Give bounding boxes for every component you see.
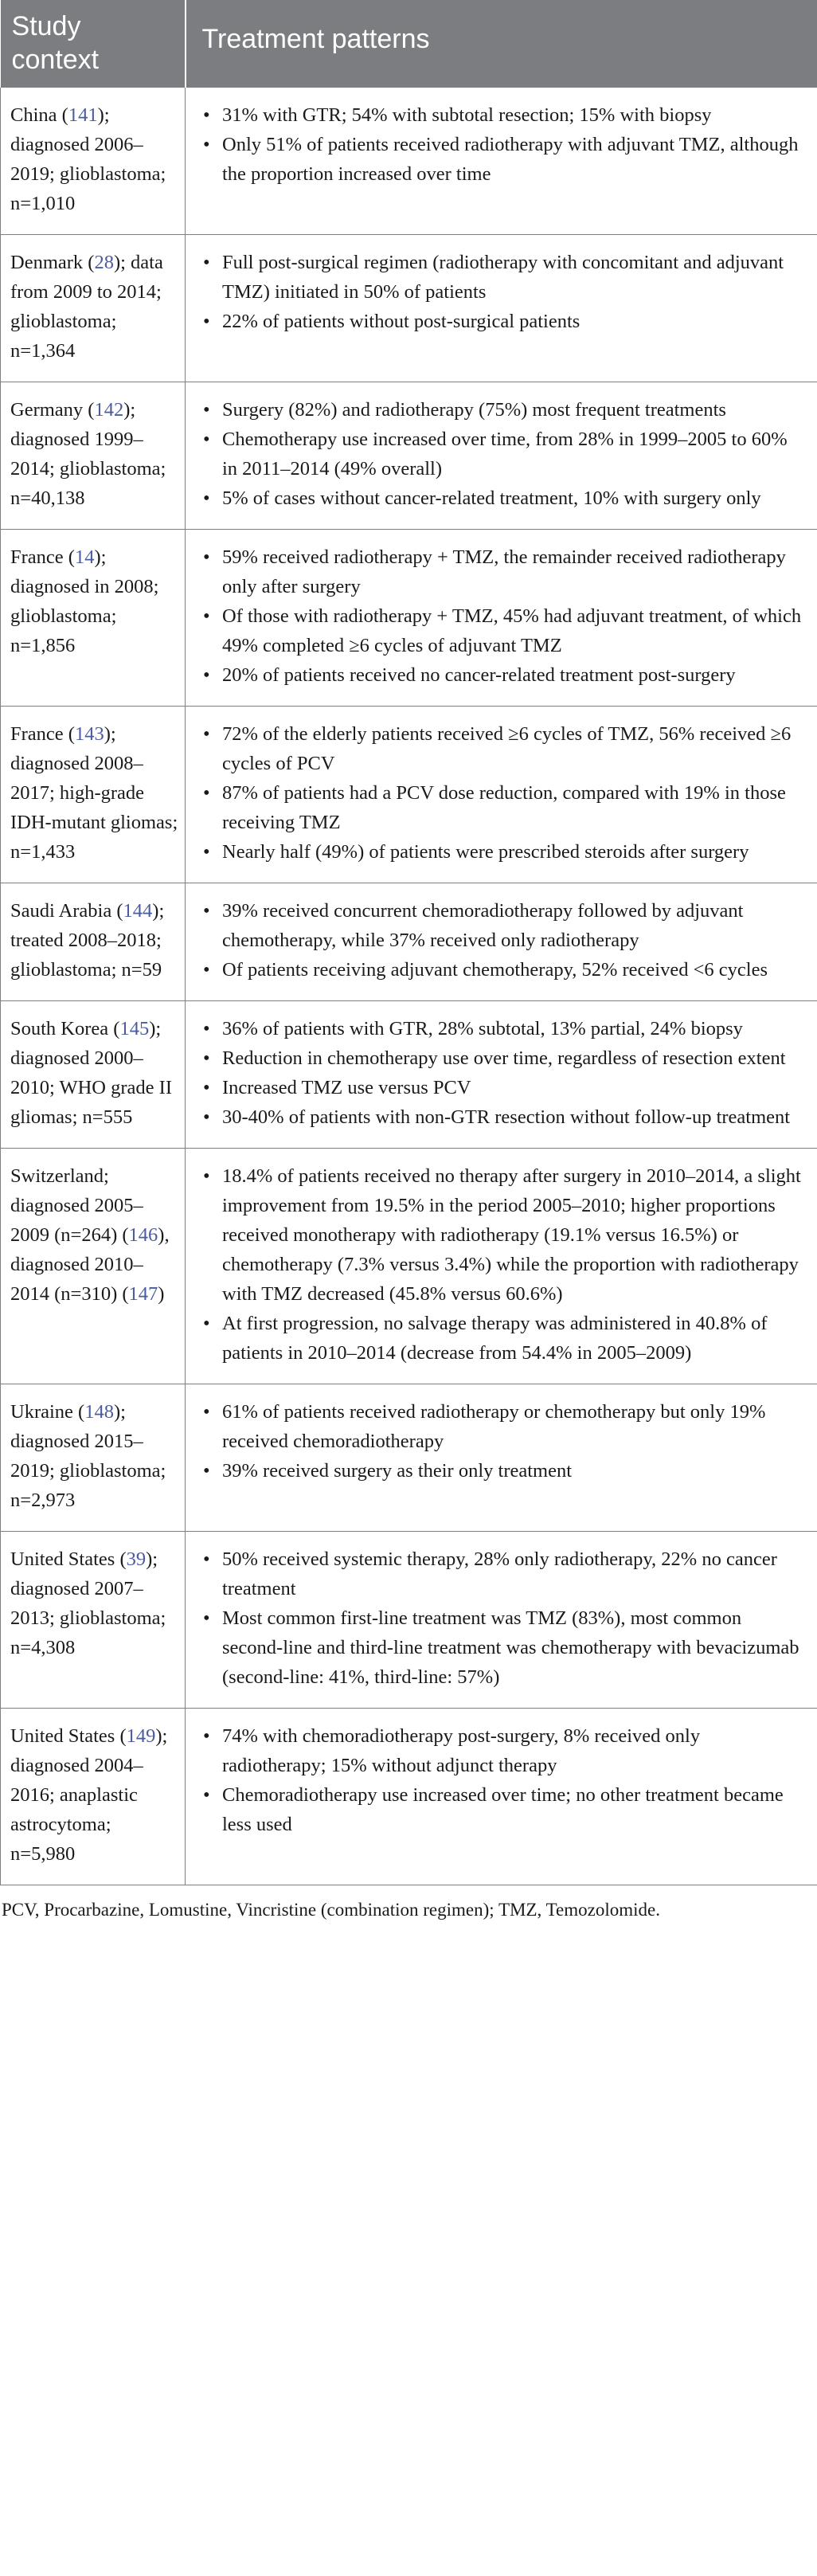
- study-context-text: United States (: [10, 1548, 127, 1570]
- list-item: [201, 837, 806, 867]
- list-item-text: Of those with radiotherapy + TMZ, 45% had adjuvant treatment, of which 49% completed ≥6 cycles of adjuvant TMZ: [222, 605, 802, 656]
- study-context-text: France (: [10, 723, 75, 745]
- treatment-list: [201, 542, 806, 690]
- treatment-list: [201, 1161, 806, 1368]
- list-item-text: Surgery (82%) and radiotherapy (75%) most frequent treatments: [222, 399, 726, 421]
- list-item: [201, 1721, 806, 1780]
- study-context-cell: [1, 88, 186, 235]
- bullet-icon: •: [203, 134, 210, 155]
- treatment-patterns-cell: [186, 530, 817, 707]
- list-item-text: Of patients receiving adjuvant chemotherapy, 52% received <6 cycles: [222, 959, 768, 981]
- table-row: [1, 707, 817, 883]
- bullet-icon: •: [203, 664, 210, 686]
- reference-link[interactable]: 145: [119, 1018, 150, 1039]
- treatment-list: [201, 1544, 806, 1692]
- bullet-icon: •: [203, 429, 210, 450]
- list-item: [201, 1102, 806, 1132]
- header-treatment-patterns: Treatment patterns: [186, 0, 817, 88]
- treatment-list: [201, 395, 806, 513]
- study-context-text: France (: [10, 546, 75, 568]
- study-context-text: ); diagnosed 2000–2010; WHO grade II gliomas; n=555: [10, 1018, 172, 1128]
- treatment-patterns-cell: [186, 1001, 817, 1149]
- reference-link[interactable]: 147: [128, 1283, 158, 1305]
- study-context-text: China (: [10, 104, 68, 126]
- treatment-list: [201, 1721, 806, 1839]
- bullet-icon: •: [203, 1106, 210, 1128]
- list-item-text: Nearly half (49%) of patients were prescribed steroids after surgery: [222, 841, 749, 863]
- study-context-cell: [1, 1532, 186, 1709]
- bullet-icon: •: [203, 723, 210, 745]
- study-context-text: ); diagnosed 2007–2013; glioblastoma; n=4,308: [10, 1548, 166, 1658]
- bullet-icon: •: [203, 1313, 210, 1334]
- list-item-text: Most common first-line treatment was TMZ (83%), most common second-line and third-line treatment was chemotherapy with bevacizumab (second-line: 41%, third-line: 57%): [222, 1607, 799, 1688]
- bullet-icon: •: [203, 546, 210, 568]
- study-context-text: ); diagnosed 1999–2014; glioblastoma; n=40,138: [10, 399, 166, 509]
- table-header: [1, 0, 817, 88]
- study-context-cell: [1, 1384, 186, 1532]
- bullet-icon: •: [203, 1607, 210, 1629]
- list-item-text: 59% received radiotherapy + TMZ, the remainder received radiotherapy only after surgery: [222, 546, 786, 597]
- study-context-text: Saudi Arabia (: [10, 900, 123, 922]
- list-item-text: 72% of the elderly patients received ≥6 cycles of TMZ, 56% received ≥6 cycles of PCV: [222, 723, 792, 774]
- list-item: [201, 1161, 806, 1309]
- list-item: [201, 1603, 806, 1692]
- list-item: [201, 778, 806, 837]
- bullet-icon: •: [203, 1725, 210, 1747]
- reference-link[interactable]: 148: [84, 1401, 114, 1423]
- bullet-icon: •: [203, 782, 210, 804]
- list-item: [201, 1544, 806, 1603]
- treatment-list: [201, 248, 806, 336]
- reference-link[interactable]: 146: [128, 1224, 158, 1246]
- list-item: [201, 1456, 806, 1486]
- bullet-icon: •: [203, 1548, 210, 1570]
- list-item-text: Reduction in chemotherapy use over time, regardless of resection extent: [222, 1047, 786, 1069]
- study-context-cell: [1, 1149, 186, 1384]
- list-item-text: 39% received concurrent chemoradiotherapy followed by adjuvant chemotherapy, while 37% received only radiotherapy: [222, 900, 744, 951]
- list-item: [201, 1309, 806, 1368]
- bullet-icon: •: [203, 311, 210, 332]
- bullet-icon: •: [203, 252, 210, 273]
- list-item: [201, 1014, 806, 1043]
- table-body: [1, 88, 817, 1885]
- bullet-icon: •: [203, 104, 210, 126]
- list-item-text: Increased TMZ use versus PCV: [222, 1077, 471, 1098]
- table-row: [1, 883, 817, 1001]
- list-item-text: 22% of patients without post-surgical patients: [222, 311, 580, 332]
- bullet-icon: •: [203, 1077, 210, 1098]
- study-context-text: ); diagnosed 2006–2019; glioblastoma; n=1,010: [10, 104, 166, 214]
- study-context-cell: [1, 1709, 186, 1885]
- list-item-text: 5% of cases without cancer-related treatment, 10% with surgery only: [222, 487, 761, 509]
- study-context-text: ); treated 2008–2018; glioblastoma; n=59: [10, 900, 165, 981]
- list-item-text: Full post-surgical regimen (radiotherapy with concomitant and adjuvant TMZ) initiated in 50% of patients: [222, 252, 784, 303]
- treatment-list: [201, 1397, 806, 1486]
- study-context-text: Ukraine (: [10, 1401, 85, 1423]
- bullet-icon: •: [203, 1460, 210, 1482]
- reference-link[interactable]: 141: [68, 104, 98, 126]
- list-item: [201, 719, 806, 778]
- list-item: [201, 896, 806, 955]
- study-context-text: ); diagnosed 2004–2016; anaplastic astrocytoma; n=5,980: [10, 1725, 168, 1865]
- study-context-text: Switzerland; diagnosed 2005–2009 (n=264) (: [10, 1165, 143, 1246]
- list-item-text: 18.4% of patients received no therapy after surgery in 2010–2014, a slight improvement from 19.5% in the period 2005–2010; higher proportions received monotherapy with radiotherapy (19.1% versus 16.5%) or chemotherapy (7.3% versus 3.4%) while the proportion with radiotherapy with TMZ decreased (45.8% versus 60.6%): [222, 1165, 801, 1305]
- list-item: [201, 601, 806, 660]
- list-item-text: 39% received surgery as their only treatment: [222, 1460, 573, 1482]
- list-item: [201, 1780, 806, 1839]
- list-item-text: 74% with chemoradiotherapy post-surgery, 8% received only radiotherapy; 15% without adjunct therapy: [222, 1725, 701, 1776]
- bullet-icon: •: [203, 1784, 210, 1806]
- treatment-list: [201, 896, 806, 985]
- treatment-list: [201, 1014, 806, 1132]
- bullet-icon: •: [203, 1018, 210, 1039]
- bullet-icon: •: [203, 959, 210, 981]
- list-item-text: 30-40% of patients with non-GTR resection without follow-up treatment: [222, 1106, 791, 1128]
- list-item: [201, 1397, 806, 1456]
- list-item: [201, 483, 806, 513]
- list-item: [201, 425, 806, 483]
- list-item-text: 20% of patients received no cancer-related treatment post-surgery: [222, 664, 736, 686]
- table-row: [1, 1384, 817, 1532]
- table-row: [1, 1532, 817, 1709]
- study-context-text: Denmark (: [10, 252, 95, 273]
- treatment-patterns-cell: [186, 1149, 817, 1384]
- study-context-cell: [1, 382, 186, 530]
- table-row: [1, 235, 817, 382]
- list-item: [201, 100, 806, 130]
- bullet-icon: •: [203, 900, 210, 922]
- study-context-cell: [1, 707, 186, 883]
- list-item: [201, 130, 806, 189]
- treatment-patterns-cell: [186, 707, 817, 883]
- study-context-text: ), diagnosed 2010–2014 (n=310) (: [10, 1224, 170, 1305]
- study-context-text: ); data from 2009 to 2014; glioblastoma; n=1,364: [10, 252, 163, 362]
- list-item-text: Only 51% of patients received radiotherapy with adjuvant TMZ, although the proportion increased over time: [222, 134, 799, 185]
- study-context-cell: [1, 883, 186, 1001]
- study-context-text: ): [158, 1283, 165, 1305]
- treatment-patterns-cell: [186, 1384, 817, 1532]
- list-item: [201, 248, 806, 307]
- list-item: [201, 955, 806, 985]
- list-item-text: 87% of patients had a PCV dose reduction, compared with 19% in those receiving TMZ: [222, 782, 786, 833]
- list-item: [201, 1043, 806, 1073]
- bullet-icon: •: [203, 399, 210, 421]
- study-context-text: South Korea (: [10, 1018, 120, 1039]
- list-item: [201, 660, 806, 690]
- table-row: [1, 1001, 817, 1149]
- study-context-text: ); diagnosed 2015–2019; glioblastoma; n=2,973: [10, 1401, 166, 1511]
- list-item-text: 61% of patients received radiotherapy or chemotherapy but only 19% received chemoradiotherapy: [222, 1401, 766, 1452]
- table-row: [1, 382, 817, 530]
- bullet-icon: •: [203, 1401, 210, 1423]
- treatment-list: [201, 100, 806, 189]
- study-context-text: United States (: [10, 1725, 127, 1747]
- study-context-cell: [1, 530, 186, 707]
- table-row: [1, 1149, 817, 1384]
- list-item: [201, 307, 806, 336]
- treatment-patterns-cell: [186, 88, 817, 235]
- list-item-text: Chemoradiotherapy use increased over time; no other treatment became less used: [222, 1784, 784, 1835]
- bullet-icon: •: [203, 1047, 210, 1069]
- bullet-icon: •: [203, 841, 210, 863]
- treatment-patterns-cell: [186, 382, 817, 530]
- study-context-cell: [1, 235, 186, 382]
- reference-link[interactable]: 143: [74, 723, 104, 745]
- table-row: [1, 530, 817, 707]
- treatment-patterns-cell: [186, 1532, 817, 1709]
- reference-link[interactable]: 144: [123, 900, 153, 922]
- table-row: [1, 1709, 817, 1885]
- list-item: [201, 1073, 806, 1102]
- bullet-icon: •: [203, 487, 210, 509]
- header-study-context: Study context: [1, 0, 186, 88]
- table-row: [1, 88, 817, 235]
- reference-link[interactable]: 142: [94, 399, 124, 421]
- reference-link[interactable]: 28: [94, 252, 114, 273]
- table-footnote: PCV, Procarbazine, Lomustine, Vincristine (combination regimen); TMZ, Temozolomide.: [2, 1900, 660, 1920]
- list-item-text: 50% received systemic therapy, 28% only radiotherapy, 22% no cancer treatment: [222, 1548, 777, 1599]
- study-context-text: ); diagnosed in 2008; glioblastoma; n=1,856: [10, 546, 159, 656]
- treatment-list: [201, 719, 806, 867]
- list-item: [201, 542, 806, 601]
- list-item-text: 31% with GTR; 54% with subtotal resection; 15% with biopsy: [222, 104, 712, 126]
- treatment-patterns-cell: [186, 1709, 817, 1885]
- bullet-icon: •: [203, 1165, 210, 1187]
- treatment-patterns-cell: [186, 235, 817, 382]
- bullet-icon: •: [203, 605, 210, 627]
- reference-link[interactable]: 149: [126, 1725, 156, 1747]
- list-item: [201, 395, 806, 425]
- study-context-cell: [1, 1001, 186, 1149]
- list-item-text: At first progression, no salvage therapy was administered in 40.8% of patients in 2010–2014 (decrease from 54.4% in 2005–2009): [222, 1313, 768, 1364]
- study-context-text: ); diagnosed 2008–2017; high-grade IDH-mutant gliomas; n=1,433: [10, 723, 178, 863]
- study-context-text: Germany (: [10, 399, 95, 421]
- treatment-patterns-cell: [186, 883, 817, 1001]
- reference-link[interactable]: 39: [126, 1548, 147, 1570]
- list-item-text: Chemotherapy use increased over time, from 28% in 1999–2005 to 60% in 2011–2014 (49% overall): [222, 429, 788, 480]
- reference-link[interactable]: 14: [74, 546, 95, 568]
- list-item-text: 36% of patients with GTR, 28% subtotal, 13% partial, 24% biopsy: [222, 1018, 743, 1039]
